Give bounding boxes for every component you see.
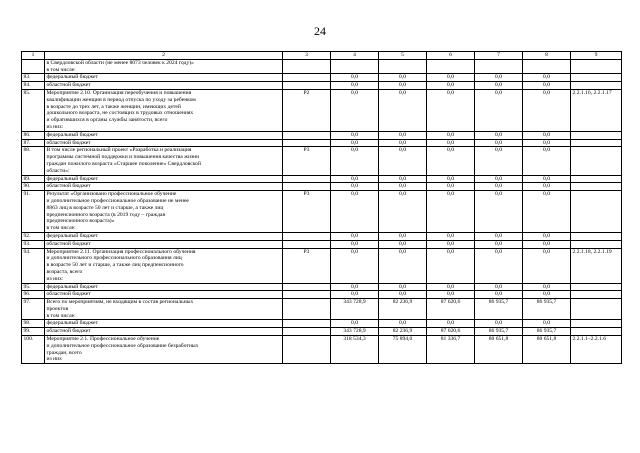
amount-2022-cell: 0,0 (427, 248, 475, 283)
project-code-cell (283, 291, 331, 299)
total-amount-cell: 343 728,9 (331, 299, 379, 320)
target-indicator-cell: 2.2.1.1–2.2.1.6 (571, 336, 622, 364)
description-cell: федеральный бюджет (45, 74, 283, 82)
project-code-cell: Р3 (283, 147, 331, 175)
amount-2024-cell: 0,0 (523, 291, 571, 299)
project-code-cell (283, 328, 331, 336)
table-row (22, 74, 622, 82)
table-row (22, 240, 622, 248)
amount-2022-cell: 87 620,6 (427, 328, 475, 336)
amount-2024-cell: 0,0 (523, 320, 571, 328)
description-cell: Мероприятие 2.11. Организация профессионального обучения и дополнительного профессионального образования лиц в возрасте 50 лет и старше, а также лиц предпенсионного возраста, всего из них: (45, 248, 283, 283)
description-cell: федеральный бюджет (45, 283, 283, 291)
description-cell: Всего по мероприятиям, не входящим в состав региональных проектов в том числе: (45, 299, 283, 320)
amount-2021-cell: 0,0 (379, 131, 427, 139)
amount-2023-cell: 0,0 (475, 320, 523, 328)
amount-2021-cell: 0,0 (379, 175, 427, 183)
table-row (22, 89, 622, 131)
project-code-cell (283, 232, 331, 240)
amount-2024-cell: 0,0 (523, 74, 571, 82)
amount-2021-cell: 0,0 (379, 139, 427, 147)
project-code-cell: Р3 (283, 248, 331, 283)
description-cell: Результат «Организовано профессиональное обучение и дополнительное профессиональное образование не менее 8863 лиц в возрасте 50 лет и старше, а также лиц предпенсионного возраста (в 2019 году – граждан предпенсионного возраста)» в том числе: (45, 191, 283, 233)
table-row (22, 131, 622, 139)
amount-2023-cell: 0,0 (475, 191, 523, 233)
project-code-cell (283, 183, 331, 191)
target-indicator-cell: 2.2.1.16, 2.2.1.17 (571, 89, 622, 131)
table-row (22, 232, 622, 240)
table-row (22, 139, 622, 147)
amount-2023-cell (475, 59, 523, 74)
target-indicator-cell (571, 283, 622, 291)
amount-2023-cell: 0,0 (475, 89, 523, 131)
target-indicator-cell (571, 240, 622, 248)
table-row (22, 291, 622, 299)
target-indicator-cell (571, 74, 622, 82)
description-cell: федеральный бюджет (45, 175, 283, 183)
amount-2024-cell: 80 651,8 (523, 336, 571, 364)
total-amount-cell (331, 59, 379, 74)
target-indicator-cell (571, 131, 622, 139)
amount-2021-cell: 0,0 (379, 291, 427, 299)
table-row (22, 328, 622, 336)
project-code-cell (283, 139, 331, 147)
amount-2021-cell: 0,0 (379, 320, 427, 328)
header-cell: 9 (571, 52, 622, 60)
project-code-cell (283, 299, 331, 320)
row-number-cell: 91. (22, 191, 45, 233)
amount-2021-cell: 82 236,9 (379, 299, 427, 320)
row-number-cell: 99. (22, 328, 45, 336)
amount-2021-cell: 75 894,0 (379, 336, 427, 364)
target-indicator-cell (571, 147, 622, 175)
row-number-cell: 92. (22, 232, 45, 240)
amount-2022-cell: 87 620,6 (427, 299, 475, 320)
description-cell: областной бюджет (45, 328, 283, 336)
total-amount-cell: 343 728,9 (331, 328, 379, 336)
target-indicator-cell (571, 139, 622, 147)
table-row (22, 248, 622, 283)
row-number-cell: 86. (22, 131, 45, 139)
target-indicator-cell (571, 59, 622, 74)
project-code-cell (283, 59, 331, 74)
project-code-cell (283, 320, 331, 328)
target-indicator-cell (571, 191, 622, 233)
target-indicator-cell (571, 328, 622, 336)
row-number-cell: 90. (22, 183, 45, 191)
amount-2023-cell: 0,0 (475, 147, 523, 175)
header-cell: 4 (331, 52, 379, 60)
amount-2022-cell (427, 59, 475, 74)
total-amount-cell: 0,0 (331, 320, 379, 328)
description-cell: областной бюджет (45, 240, 283, 248)
target-indicator-cell: 2.2.1.18, 2.2.1.19 (571, 248, 622, 283)
amount-2024-cell (523, 59, 571, 74)
header-cell: 6 (427, 52, 475, 60)
row-number-cell: 95. (22, 283, 45, 291)
amount-2022-cell: 0,0 (427, 283, 475, 291)
amount-2024-cell: 0,0 (523, 232, 571, 240)
description-cell: в Свердловской области (не менее 8073 человек к 2024 году)» в том числе: (45, 59, 283, 74)
project-code-cell (283, 240, 331, 248)
amount-2022-cell: 0,0 (427, 191, 475, 233)
total-amount-cell: 0,0 (331, 191, 379, 233)
table-row (22, 59, 622, 74)
table-body (22, 52, 622, 364)
amount-2024-cell: 0,0 (523, 240, 571, 248)
project-code-cell: Р2 (283, 89, 331, 131)
amount-2022-cell: 0,0 (427, 139, 475, 147)
row-number-cell: 83. (22, 74, 45, 82)
target-indicator-cell (571, 232, 622, 240)
row-number-cell: 94. (22, 248, 45, 283)
amount-2023-cell: 86 935,7 (475, 299, 523, 320)
amount-2024-cell: 0,0 (523, 139, 571, 147)
description-cell: федеральный бюджет (45, 232, 283, 240)
row-number-cell: 93. (22, 240, 45, 248)
amount-2022-cell: 0,0 (427, 240, 475, 248)
amount-2023-cell: 0,0 (475, 131, 523, 139)
target-indicator-cell (571, 320, 622, 328)
total-amount-cell: 0,0 (331, 175, 379, 183)
header-cell: 2 (45, 52, 283, 60)
project-code-cell (283, 175, 331, 183)
amount-2022-cell: 0,0 (427, 147, 475, 175)
amount-2022-cell: 0,0 (427, 175, 475, 183)
total-amount-cell: 0,0 (331, 147, 379, 175)
total-amount-cell: 0,0 (331, 232, 379, 240)
total-amount-cell: 0,0 (331, 131, 379, 139)
description-cell: областной бюджет (45, 183, 283, 191)
target-indicator-cell (571, 175, 622, 183)
project-code-cell (283, 82, 331, 90)
amount-2022-cell: 0,0 (427, 320, 475, 328)
description-cell: В том числе региональный проект «Разработка и реализация программы системной поддержки и повышения качества жизни граждан пожилого возраста «Старшее поколение» Свердловской области»: (45, 147, 283, 175)
row-number-cell: 85. (22, 89, 45, 131)
row-number-cell: 98. (22, 320, 45, 328)
amount-2023-cell: 0,0 (475, 175, 523, 183)
table-row (22, 191, 622, 233)
table-row (22, 147, 622, 175)
amount-2021-cell: 0,0 (379, 74, 427, 82)
row-number-cell: 88. (22, 147, 45, 175)
total-amount-cell: 0,0 (331, 183, 379, 191)
header-cell: 3 (283, 52, 331, 60)
description-cell: областной бюджет (45, 291, 283, 299)
amount-2022-cell: 0,0 (427, 291, 475, 299)
amount-2022-cell: 81 336,7 (427, 336, 475, 364)
amount-2022-cell: 0,0 (427, 74, 475, 82)
description-cell: областной бюджет (45, 82, 283, 90)
amount-2024-cell: 86 935,7 (523, 299, 571, 320)
budget-table (21, 51, 622, 364)
target-indicator-cell (571, 82, 622, 90)
table-row (22, 82, 622, 90)
row-number-cell: 97. (22, 299, 45, 320)
amount-2021-cell: 0,0 (379, 82, 427, 90)
total-amount-cell: 0,0 (331, 248, 379, 283)
table-row (22, 336, 622, 364)
amount-2021-cell: 0,0 (379, 89, 427, 131)
amount-2024-cell: 0,0 (523, 89, 571, 131)
amount-2021-cell: 0,0 (379, 283, 427, 291)
amount-2023-cell: 0,0 (475, 283, 523, 291)
amount-2021-cell: 0,0 (379, 232, 427, 240)
amount-2023-cell: 0,0 (475, 240, 523, 248)
header-row (22, 52, 622, 60)
total-amount-cell: 0,0 (331, 291, 379, 299)
table-row (22, 175, 622, 183)
description-cell: областной бюджет (45, 139, 283, 147)
total-amount-cell: 0,0 (331, 240, 379, 248)
amount-2022-cell: 0,0 (427, 183, 475, 191)
project-code-cell (283, 336, 331, 364)
project-code-cell (283, 283, 331, 291)
table-row (22, 320, 622, 328)
description-cell: Мероприятие 2.10. Организация переобучения и повышения квалификации женщин в период отпуска по уходу за ребенком в возрасте до трех лет, а также женщин, имеющих детей дошкольного возраста, не состоящих в трудовых отношениях и обратившихся в органы службы занятости, всего из них: (45, 89, 283, 131)
amount-2022-cell: 0,0 (427, 232, 475, 240)
project-code-cell: Р3 (283, 191, 331, 233)
amount-2024-cell: 0,0 (523, 131, 571, 139)
target-indicator-cell (571, 291, 622, 299)
amount-2021-cell: 0,0 (379, 240, 427, 248)
amount-2024-cell: 0,0 (523, 283, 571, 291)
project-code-cell (283, 131, 331, 139)
amount-2022-cell: 0,0 (427, 82, 475, 90)
amount-2021-cell: 0,0 (379, 248, 427, 283)
row-number-cell: 84. (22, 82, 45, 90)
amount-2023-cell: 0,0 (475, 248, 523, 283)
amount-2022-cell: 0,0 (427, 89, 475, 131)
description-cell: федеральный бюджет (45, 320, 283, 328)
row-number-cell: 87. (22, 139, 45, 147)
amount-2024-cell: 0,0 (523, 82, 571, 90)
amount-2024-cell: 0,0 (523, 248, 571, 283)
target-indicator-cell (571, 299, 622, 320)
target-indicator-cell (571, 183, 622, 191)
project-code-cell (283, 74, 331, 82)
row-number-cell: 96. (22, 291, 45, 299)
table-row (22, 283, 622, 291)
amount-2024-cell: 0,0 (523, 147, 571, 175)
amount-2023-cell: 86 935,7 (475, 328, 523, 336)
table-row (22, 183, 622, 191)
total-amount-cell: 0,0 (331, 89, 379, 131)
amount-2023-cell: 0,0 (475, 232, 523, 240)
amount-2024-cell: 0,0 (523, 175, 571, 183)
row-number-cell: 100. (22, 336, 45, 364)
amount-2021-cell: 82 236,9 (379, 328, 427, 336)
header-cell: 7 (475, 52, 523, 60)
total-amount-cell: 0,0 (331, 74, 379, 82)
amount-2023-cell: 0,0 (475, 82, 523, 90)
total-amount-cell: 318 534,3 (331, 336, 379, 364)
total-amount-cell: 0,0 (331, 139, 379, 147)
page-number: 24 (314, 24, 326, 38)
description-cell: Мероприятие 2.1. Профессиональное обучение и дополнительное профессиональное образование безработных граждан, всего из них (45, 336, 283, 364)
amount-2023-cell: 0,0 (475, 139, 523, 147)
amount-2021-cell: 0,0 (379, 147, 427, 175)
amount-2024-cell: 0,0 (523, 183, 571, 191)
header-cell: 1 (22, 52, 45, 60)
amount-2021-cell: 0,0 (379, 183, 427, 191)
header-cell: 8 (523, 52, 571, 60)
amount-2023-cell: 0,0 (475, 183, 523, 191)
amount-2021-cell: 0,0 (379, 191, 427, 233)
amount-2023-cell: 0,0 (475, 291, 523, 299)
total-amount-cell: 0,0 (331, 283, 379, 291)
table-row (22, 299, 622, 320)
amount-2022-cell: 0,0 (427, 131, 475, 139)
amount-2023-cell: 0,0 (475, 74, 523, 82)
amount-2021-cell (379, 59, 427, 74)
row-number-cell: 89. (22, 175, 45, 183)
row-number-cell (22, 59, 45, 74)
description-cell: федеральный бюджет (45, 131, 283, 139)
amount-2024-cell: 0,0 (523, 191, 571, 233)
total-amount-cell: 0,0 (331, 82, 379, 90)
header-cell: 5 (379, 52, 427, 60)
amount-2023-cell: 80 651,8 (475, 336, 523, 364)
amount-2024-cell: 86 935,7 (523, 328, 571, 336)
